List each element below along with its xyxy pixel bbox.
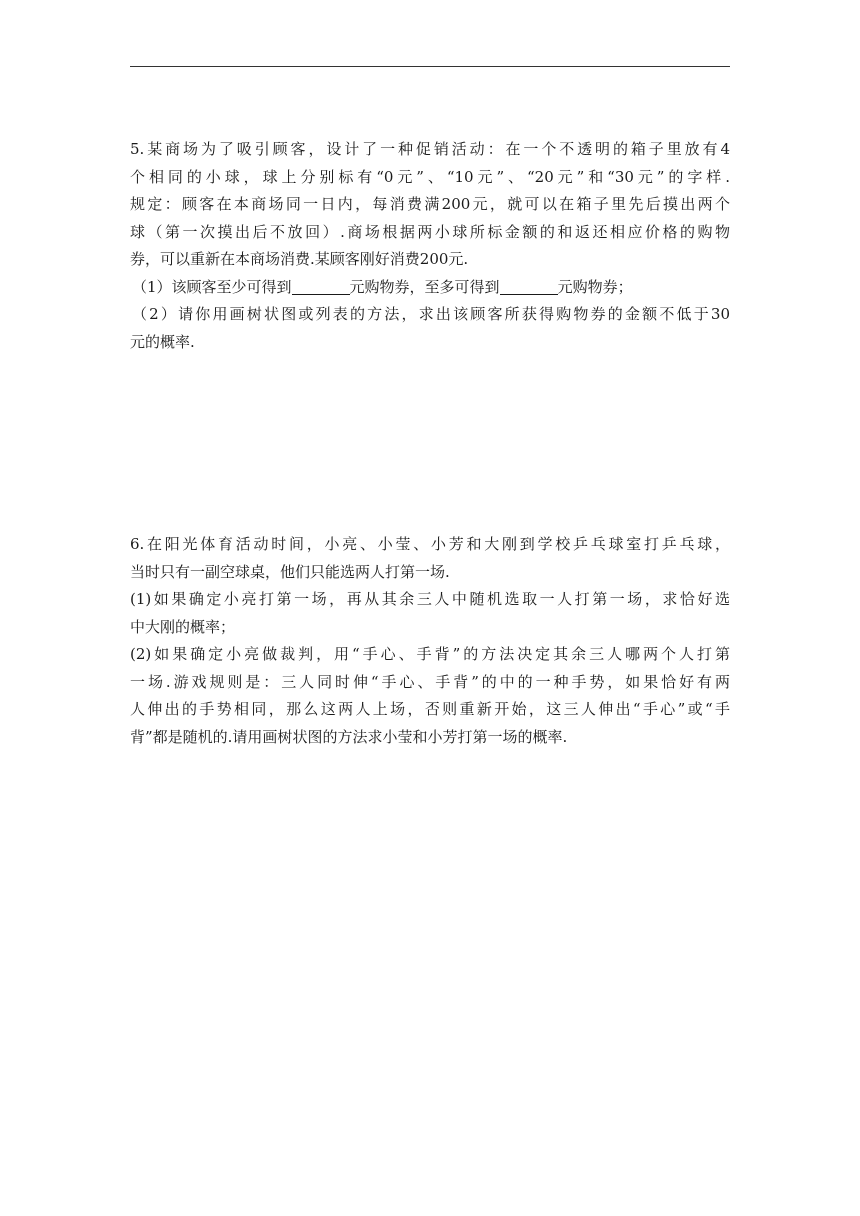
header-rule bbox=[130, 66, 730, 67]
q5-part-1-text-c: 元购物券； bbox=[557, 277, 633, 296]
q6-line: 一场.游戏规则是：三人同时伸“手心、手背”的中的一种手势，如果恰好有两 bbox=[130, 672, 730, 691]
question-5 bbox=[130, 136, 730, 356]
q5-line: 券，可以重新在本商场消费.某顾客刚好消费200元. bbox=[130, 250, 469, 268]
q6-line: (1)如果确定小亮打第一场，再从其余三人中随机选取一人打第一场，求恰好选 bbox=[130, 590, 730, 608]
q6-line: 人伸出的手势相同，那么这两人上场，否则重新开始，这三人伸出“手心”或“手 bbox=[130, 700, 730, 718]
q6-line: (2)如果确定小亮做裁判，用“手心、手背”的方法决定其余三人哪两个人打第 bbox=[130, 645, 730, 663]
q5-part-2-line: （2）请你用画树状图或列表的方法，求出该顾客所获得购物券的金额不低于30 bbox=[132, 305, 730, 323]
q5-part-1-text-b: 元购物券，至多可得到 bbox=[349, 277, 500, 296]
q5-part-2-line: 元的概率. bbox=[130, 332, 195, 351]
q5-part-1 bbox=[130, 274, 730, 302]
q6-line: 6.在阳光体育活动时间，小亮、小莹、小芳和大刚到学校乒乓球室打乒乓球， bbox=[130, 535, 730, 553]
q5-part-1-text-a: （1）该顾客至少可得到 bbox=[132, 277, 292, 296]
page-content bbox=[130, 136, 730, 751]
q5-line: 5.某商场为了吸引顾客，设计了一种促销活动：在一个不透明的箱子里放有4 bbox=[130, 140, 730, 158]
answer-blank-min[interactable] bbox=[292, 279, 350, 295]
answer-blank-max[interactable] bbox=[500, 279, 558, 295]
answer-space bbox=[130, 356, 730, 531]
q5-line: 规定：顾客在本商场同一日内，每消费满200元，就可以在箱子里先后摸出两个 bbox=[130, 195, 730, 213]
q5-line: 个相同的小球，球上分别标有“0元”、“10元”、“20元”和“30元”的字样. bbox=[130, 167, 730, 186]
question-6 bbox=[130, 531, 730, 751]
q6-line: 当时只有一副空球桌，他们只能选两人打第一场. bbox=[130, 562, 450, 581]
q6-line: 背”都是随机的.请用画树状图的方法求小莹和小芳打第一场的概率. bbox=[130, 727, 568, 746]
q6-line: 中大刚的概率； bbox=[130, 617, 236, 636]
q5-line: 球（第一次摸出后不放回）.商场根据两小球所标金额的和返还相应价格的购物 bbox=[130, 222, 730, 241]
